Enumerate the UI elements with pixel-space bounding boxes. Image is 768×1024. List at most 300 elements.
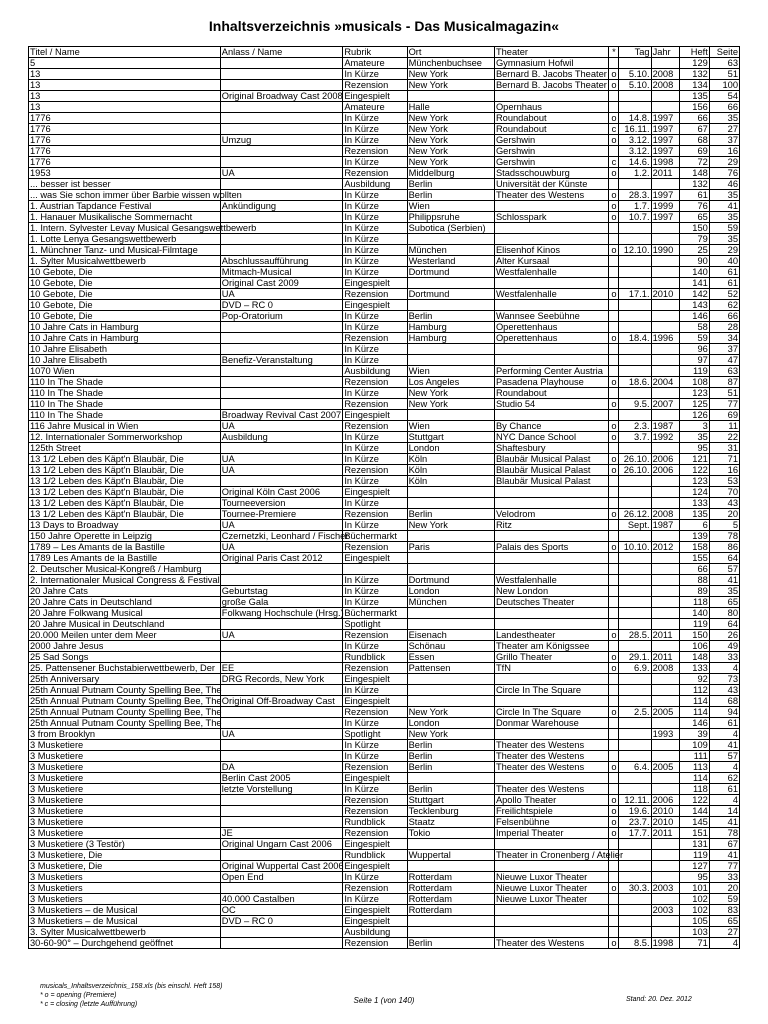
cell-star bbox=[609, 905, 619, 916]
cell-star: o bbox=[609, 663, 619, 674]
cell-star bbox=[609, 223, 619, 234]
cell-heft: 124 bbox=[679, 487, 709, 498]
cell-rubrik: In Kürze bbox=[343, 388, 407, 399]
table-row bbox=[29, 894, 740, 905]
cell-jahr bbox=[651, 641, 679, 652]
cell-heft: 118 bbox=[679, 597, 709, 608]
cell-theater: TfN bbox=[494, 663, 608, 674]
cell-jahr bbox=[651, 366, 679, 377]
cell-tag bbox=[619, 773, 651, 784]
cell-theater bbox=[494, 91, 608, 102]
table-row bbox=[29, 465, 740, 476]
cell-theater: Alter Kursaal bbox=[494, 256, 608, 267]
cell-star bbox=[609, 586, 619, 597]
cell-ort: Schönau bbox=[407, 641, 494, 652]
table-row bbox=[29, 553, 740, 564]
cell-ort: Berlin bbox=[407, 740, 494, 751]
cell-title: 2. Deutscher Musical-Kongreß / Hamburg bbox=[29, 564, 221, 575]
cell-theater bbox=[494, 564, 608, 575]
table-row bbox=[29, 685, 740, 696]
cell-tag bbox=[619, 564, 651, 575]
cell-rubrik: Eingespielt bbox=[343, 91, 407, 102]
cell-rubrik: Eingespielt bbox=[343, 905, 407, 916]
cell-jahr: 1990 bbox=[651, 245, 679, 256]
cell-rubrik: In Kürze bbox=[343, 355, 407, 366]
cell-tag: 5.10. bbox=[619, 69, 651, 80]
cell-jahr bbox=[651, 278, 679, 289]
cell-jahr: 1992 bbox=[651, 432, 679, 443]
cell-anlass bbox=[220, 795, 343, 806]
cell-theater bbox=[494, 487, 608, 498]
cell-anlass: UA bbox=[220, 630, 343, 641]
cell-tag: 26.12. bbox=[619, 509, 651, 520]
cell-star: o bbox=[609, 707, 619, 718]
cell-tag: 5.10. bbox=[619, 80, 651, 91]
cell-anlass bbox=[220, 927, 343, 938]
cell-ort: Stuttgart bbox=[407, 432, 494, 443]
cell-jahr: 2007 bbox=[651, 399, 679, 410]
cell-jahr: 2006 bbox=[651, 795, 679, 806]
cell-star: o bbox=[609, 201, 619, 212]
cell-tag: 6.4. bbox=[619, 762, 651, 773]
cell-ort: New York bbox=[407, 80, 494, 91]
cell-rubrik bbox=[343, 564, 407, 575]
cell-theater bbox=[494, 916, 608, 927]
cell-title: 10 Jahre Cats in Hamburg bbox=[29, 322, 221, 333]
cell-jahr: 1997 bbox=[651, 190, 679, 201]
cell-tag bbox=[619, 927, 651, 938]
cell-seite: 4 bbox=[709, 795, 739, 806]
cell-tag bbox=[619, 751, 651, 762]
cell-seite: 33 bbox=[709, 872, 739, 883]
page-number: Seite 1 (von 140) bbox=[353, 996, 415, 1005]
cell-jahr: 2011 bbox=[651, 828, 679, 839]
cell-theater: Roundabout bbox=[494, 388, 608, 399]
cell-seite: 29 bbox=[709, 245, 739, 256]
cell-heft: 151 bbox=[679, 828, 709, 839]
table-row bbox=[29, 212, 740, 223]
cell-jahr bbox=[651, 91, 679, 102]
cell-title: 3 Musketiers bbox=[29, 894, 221, 905]
cell-star bbox=[609, 256, 619, 267]
cell-seite: 46 bbox=[709, 179, 739, 190]
cell-anlass bbox=[220, 80, 343, 91]
cell-star bbox=[609, 751, 619, 762]
cell-jahr: 1987 bbox=[651, 421, 679, 432]
cell-anlass: große Gala bbox=[220, 597, 343, 608]
cell-seite: 80 bbox=[709, 608, 739, 619]
cell-theater bbox=[494, 905, 608, 916]
cell-rubrik: In Kürze bbox=[343, 124, 407, 135]
cell-ort bbox=[407, 685, 494, 696]
cell-heft: 66 bbox=[679, 564, 709, 575]
cell-rubrik: In Kürze bbox=[343, 740, 407, 751]
cell-jahr bbox=[651, 531, 679, 542]
cell-ort bbox=[407, 234, 494, 245]
cell-jahr: 2006 bbox=[651, 454, 679, 465]
cell-tag: 28.5. bbox=[619, 630, 651, 641]
cell-theater: Opernhaus bbox=[494, 102, 608, 113]
cell-jahr bbox=[651, 586, 679, 597]
cell-title: ... was Sie schon immer über Barbie wissen wollten bbox=[30, 190, 242, 200]
cell-rubrik: In Kürze bbox=[343, 157, 407, 168]
cell-jahr bbox=[651, 311, 679, 322]
cell-ort bbox=[407, 300, 494, 311]
cell-jahr bbox=[651, 58, 679, 69]
cell-seite: 35 bbox=[709, 212, 739, 223]
cell-anlass: Tourneeversion bbox=[220, 498, 343, 509]
cell-title: 1789 Les Amants de la Bastille bbox=[29, 553, 221, 564]
col-title: Titel / Name bbox=[29, 47, 221, 58]
cell-heft: 95 bbox=[679, 872, 709, 883]
cell-seite: 41 bbox=[709, 817, 739, 828]
cell-star bbox=[609, 366, 619, 377]
cell-theater: Blaubär Musical Palast bbox=[494, 465, 608, 476]
cell-star: o bbox=[609, 828, 619, 839]
cell-ort: Pattensen bbox=[407, 663, 494, 674]
cell-rubrik: Eingespielt bbox=[343, 861, 407, 872]
table-row bbox=[29, 850, 740, 861]
cell-title: 3 Musketiere bbox=[29, 773, 221, 784]
cell-star bbox=[609, 872, 619, 883]
cell-jahr bbox=[651, 487, 679, 498]
cell-anlass bbox=[220, 245, 343, 256]
cell-rubrik: In Kürze bbox=[343, 443, 407, 454]
cell-seite: 43 bbox=[709, 498, 739, 509]
cell-star bbox=[609, 553, 619, 564]
cell-jahr bbox=[651, 718, 679, 729]
cell-anlass: Czernetzki, Leonhard / Fischer bbox=[221, 531, 349, 541]
cell-ort: London bbox=[407, 443, 494, 454]
cell-ort: Essen bbox=[407, 652, 494, 663]
cell-tag: 26.10. bbox=[619, 465, 651, 476]
cell-theater: Apollo Theater bbox=[494, 795, 608, 806]
cell-rubrik: In Kürze bbox=[343, 597, 407, 608]
cell-rubrik: Rezension bbox=[343, 938, 407, 949]
table-row bbox=[29, 333, 740, 344]
table-row bbox=[29, 916, 740, 927]
cell-theater: Landestheater bbox=[494, 630, 608, 641]
cell-tag: 18.4. bbox=[619, 333, 651, 344]
table-row bbox=[29, 784, 740, 795]
cell-title: 3 Musketiere bbox=[29, 817, 221, 828]
cell-theater: Ritz bbox=[494, 520, 608, 531]
cell-anlass bbox=[220, 817, 343, 828]
cell-ort: Köln bbox=[407, 476, 494, 487]
table-row bbox=[29, 432, 740, 443]
cell-theater: New London bbox=[494, 586, 608, 597]
cell-anlass: UA bbox=[220, 421, 343, 432]
cell-theater: Operettenhaus bbox=[494, 322, 608, 333]
table-row bbox=[29, 410, 740, 421]
cell-anlass bbox=[220, 58, 343, 69]
cell-anlass bbox=[220, 399, 343, 410]
cell-anlass: letzte Vorstellung bbox=[220, 784, 343, 795]
cell-heft: 141 bbox=[679, 278, 709, 289]
cell-seite: 20 bbox=[709, 509, 739, 520]
cell-rubrik: In Kürze bbox=[343, 234, 407, 245]
cell-theater: Theater des Westens bbox=[494, 751, 608, 762]
cell-anlass: Pop-Oratorium bbox=[220, 311, 343, 322]
cell-heft: 146 bbox=[679, 311, 709, 322]
cell-title: 1. Intern. Sylvester Levay Musical Gesangswettbewerb bbox=[30, 223, 257, 233]
cell-tag bbox=[619, 916, 651, 927]
table-row bbox=[29, 135, 740, 146]
cell-anlass bbox=[220, 718, 343, 729]
cell-seite: 70 bbox=[709, 487, 739, 498]
cell-theater bbox=[494, 619, 608, 630]
cell-tag bbox=[619, 685, 651, 696]
cell-tag: 17.1. bbox=[619, 289, 651, 300]
cell-anlass bbox=[220, 212, 343, 223]
cell-jahr bbox=[651, 916, 679, 927]
cell-rubrik: In Kürze bbox=[343, 311, 407, 322]
cell-tag: 2.3. bbox=[619, 421, 651, 432]
cell-ort: Tokio bbox=[407, 828, 494, 839]
cell-ort: New York bbox=[407, 520, 494, 531]
cell-jahr bbox=[651, 476, 679, 487]
cell-rubrik: Spotlight bbox=[343, 619, 407, 630]
cell-anlass: OC bbox=[220, 905, 343, 916]
cell-ort: München bbox=[407, 245, 494, 256]
cell-tag bbox=[619, 608, 651, 619]
cell-star bbox=[609, 498, 619, 509]
cell-anlass bbox=[220, 883, 343, 894]
cell-seite: 61 bbox=[709, 267, 739, 278]
cell-ort: Westerland bbox=[407, 256, 494, 267]
cell-tag bbox=[619, 443, 651, 454]
cell-seite: 41 bbox=[709, 740, 739, 751]
cell-title: 3 Musketiere, Die bbox=[29, 861, 221, 872]
cell-theater: Roundabout bbox=[494, 124, 608, 135]
cell-seite: 41 bbox=[709, 575, 739, 586]
cell-tag: 9.5. bbox=[619, 399, 651, 410]
table-row bbox=[29, 91, 740, 102]
cell-title: 5 bbox=[29, 58, 221, 69]
cell-anlass: UA bbox=[220, 454, 343, 465]
cell-theater: Velodrom bbox=[494, 509, 608, 520]
cell-tag bbox=[619, 344, 651, 355]
cell-jahr bbox=[651, 784, 679, 795]
cell-anlass bbox=[220, 806, 343, 817]
cell-heft: 112 bbox=[679, 685, 709, 696]
cell-rubrik: In Kürze bbox=[343, 586, 407, 597]
cell-heft: 144 bbox=[679, 806, 709, 817]
cell-tag bbox=[619, 905, 651, 916]
cell-anlass bbox=[220, 366, 343, 377]
table-row bbox=[29, 146, 740, 157]
cell-seite: 53 bbox=[709, 476, 739, 487]
cell-star bbox=[609, 355, 619, 366]
cell-seite: 52 bbox=[709, 289, 739, 300]
cell-seite: 31 bbox=[709, 443, 739, 454]
cell-anlass bbox=[220, 575, 343, 586]
cell-seite: 20 bbox=[709, 883, 739, 894]
cell-seite: 4 bbox=[709, 729, 739, 740]
cell-heft: 6 bbox=[679, 520, 709, 531]
cell-theater bbox=[494, 498, 608, 509]
cell-rubrik: Büchermarkt bbox=[343, 608, 407, 619]
cell-seite: 16 bbox=[709, 465, 739, 476]
cell-star: o bbox=[609, 135, 619, 146]
cell-star: o bbox=[609, 245, 619, 256]
cell-theater: Shaftesbury bbox=[494, 443, 608, 454]
cell-seite: 4 bbox=[709, 938, 739, 949]
cell-heft: 113 bbox=[679, 762, 709, 773]
cell-star: o bbox=[609, 817, 619, 828]
footer-file: musicals_Inhaltsverzeichnis_158.xls (bis einschl. Heft 158) bbox=[40, 983, 223, 990]
cell-title: 1776 bbox=[29, 135, 221, 146]
table-row bbox=[29, 168, 740, 179]
cell-theater bbox=[494, 839, 608, 850]
cell-heft: 132 bbox=[679, 69, 709, 80]
cell-rubrik: Rezension bbox=[343, 795, 407, 806]
cell-seite: 51 bbox=[709, 69, 739, 80]
cell-ort: New York bbox=[407, 388, 494, 399]
table-row bbox=[29, 531, 740, 542]
cell-theater: Gershwin bbox=[494, 146, 608, 157]
table-row bbox=[29, 817, 740, 828]
table-row bbox=[29, 773, 740, 784]
cell-heft: 155 bbox=[679, 553, 709, 564]
cell-star bbox=[609, 531, 619, 542]
cell-jahr bbox=[651, 322, 679, 333]
cell-rubrik: In Kürze bbox=[343, 322, 407, 333]
cell-star bbox=[609, 410, 619, 421]
cell-rubrik: Rezension bbox=[343, 289, 407, 300]
cell-theater: Westfalenhalle bbox=[494, 575, 608, 586]
cell-theater: Deutsches Theater bbox=[494, 597, 608, 608]
cell-ort: Middelburg bbox=[407, 168, 494, 179]
cell-heft: 119 bbox=[679, 619, 709, 630]
cell-theater: Blaubär Musical Palast bbox=[494, 454, 608, 465]
cell-anlass bbox=[220, 388, 343, 399]
cell-anlass: Original Wuppertal Cast 2006 bbox=[221, 861, 344, 871]
cell-anlass: Geburtstag bbox=[220, 586, 343, 597]
cell-anlass: Folkwang Hochschule (Hrsg.) bbox=[221, 608, 344, 618]
cell-title: 3 Musketiere, Die bbox=[29, 850, 221, 861]
cell-jahr bbox=[651, 685, 679, 696]
cell-rubrik: Eingespielt bbox=[343, 916, 407, 927]
cell-anlass bbox=[220, 322, 343, 333]
cell-jahr: 1996 bbox=[651, 333, 679, 344]
cell-tag bbox=[619, 355, 651, 366]
cell-star bbox=[609, 575, 619, 586]
cell-tag: 12.11. bbox=[619, 795, 651, 806]
cell-title: 116 Jahre Musical in Wien bbox=[29, 421, 221, 432]
cell-theater: Felsenbühne bbox=[494, 817, 608, 828]
cell-tag: 3.12. bbox=[619, 135, 651, 146]
cell-title: 10 Jahre Elisabeth bbox=[29, 355, 221, 366]
cell-anlass bbox=[220, 333, 343, 344]
cell-jahr bbox=[651, 619, 679, 630]
cell-tag: 12.10. bbox=[619, 245, 651, 256]
cell-theater: By Chance bbox=[494, 421, 608, 432]
cell-rubrik: Ausbildung bbox=[343, 927, 407, 938]
cell-theater bbox=[494, 696, 608, 707]
cell-tag: 23.7. bbox=[619, 817, 651, 828]
cell-seite: 77 bbox=[709, 399, 739, 410]
cell-tag bbox=[619, 729, 651, 740]
cell-theater bbox=[494, 553, 608, 564]
cell-star: o bbox=[609, 542, 619, 553]
cell-heft: 145 bbox=[679, 817, 709, 828]
cell-star bbox=[609, 729, 619, 740]
cell-seite: 67 bbox=[709, 839, 739, 850]
cell-jahr bbox=[651, 102, 679, 113]
cell-heft: 127 bbox=[679, 861, 709, 872]
cell-anlass: Original Cast 2009 bbox=[220, 278, 343, 289]
cell-ort: Dortmund bbox=[407, 289, 494, 300]
cell-jahr bbox=[651, 773, 679, 784]
cell-anlass: EE bbox=[220, 663, 343, 674]
cell-seite: 61 bbox=[709, 718, 739, 729]
table-row bbox=[29, 443, 740, 454]
cell-ort: Philippsruhe bbox=[407, 212, 494, 223]
cell-anlass: Open End bbox=[220, 872, 343, 883]
cell-theater: Blaubär Musical Palast bbox=[494, 476, 608, 487]
cell-anlass: UA bbox=[220, 289, 343, 300]
cell-seite: 57 bbox=[709, 564, 739, 575]
cell-tag bbox=[619, 311, 651, 322]
cell-star bbox=[609, 619, 619, 630]
table-row bbox=[29, 377, 740, 388]
cell-tag bbox=[619, 740, 651, 751]
cell-theater: Grillo Theater bbox=[494, 652, 608, 663]
cell-heft: 25 bbox=[679, 245, 709, 256]
cell-jahr bbox=[651, 234, 679, 245]
cell-ort bbox=[407, 564, 494, 575]
table-row bbox=[29, 234, 740, 245]
cell-rubrik: In Kürze bbox=[343, 718, 407, 729]
table-row bbox=[29, 157, 740, 168]
cell-jahr: 2012 bbox=[651, 542, 679, 553]
table-row bbox=[29, 718, 740, 729]
table-row bbox=[29, 520, 740, 531]
cell-ort: Stuttgart bbox=[407, 795, 494, 806]
cell-star bbox=[609, 91, 619, 102]
cell-theater: Circle In The Square bbox=[494, 685, 608, 696]
cell-tag: 14.8. bbox=[619, 113, 651, 124]
cell-rubrik: Rezension bbox=[343, 542, 407, 553]
cell-rubrik: Eingespielt bbox=[343, 487, 407, 498]
cell-tag: 30.3. bbox=[619, 883, 651, 894]
cell-anlass: Original Off-Broadway Cast bbox=[220, 696, 343, 707]
cell-heft: 123 bbox=[679, 476, 709, 487]
cell-star: o bbox=[609, 509, 619, 520]
cell-anlass bbox=[220, 179, 343, 190]
table-row bbox=[29, 938, 740, 949]
cell-rubrik: Rezension bbox=[343, 883, 407, 894]
cell-tag bbox=[619, 234, 651, 245]
cell-star bbox=[609, 740, 619, 751]
cell-title: 1. Hanauer Musikalische Sommernacht bbox=[29, 212, 221, 223]
cell-title: 3 Musketiere bbox=[29, 784, 221, 795]
cell-theater: Theater des Westens bbox=[494, 740, 608, 751]
cell-rubrik: In Kürze bbox=[343, 69, 407, 80]
cell-rubrik: In Kürze bbox=[343, 344, 407, 355]
cell-ort: Hamburg bbox=[407, 333, 494, 344]
cell-ort: Köln bbox=[407, 454, 494, 465]
cell-heft: 134 bbox=[679, 80, 709, 91]
cell-jahr: 1997 bbox=[651, 212, 679, 223]
cell-anlass: UA bbox=[220, 542, 343, 553]
table-row bbox=[29, 586, 740, 597]
cell-star: o bbox=[609, 190, 619, 201]
cell-star bbox=[609, 344, 619, 355]
cell-theater: Theater des Westens bbox=[494, 762, 608, 773]
table-row bbox=[29, 564, 740, 575]
